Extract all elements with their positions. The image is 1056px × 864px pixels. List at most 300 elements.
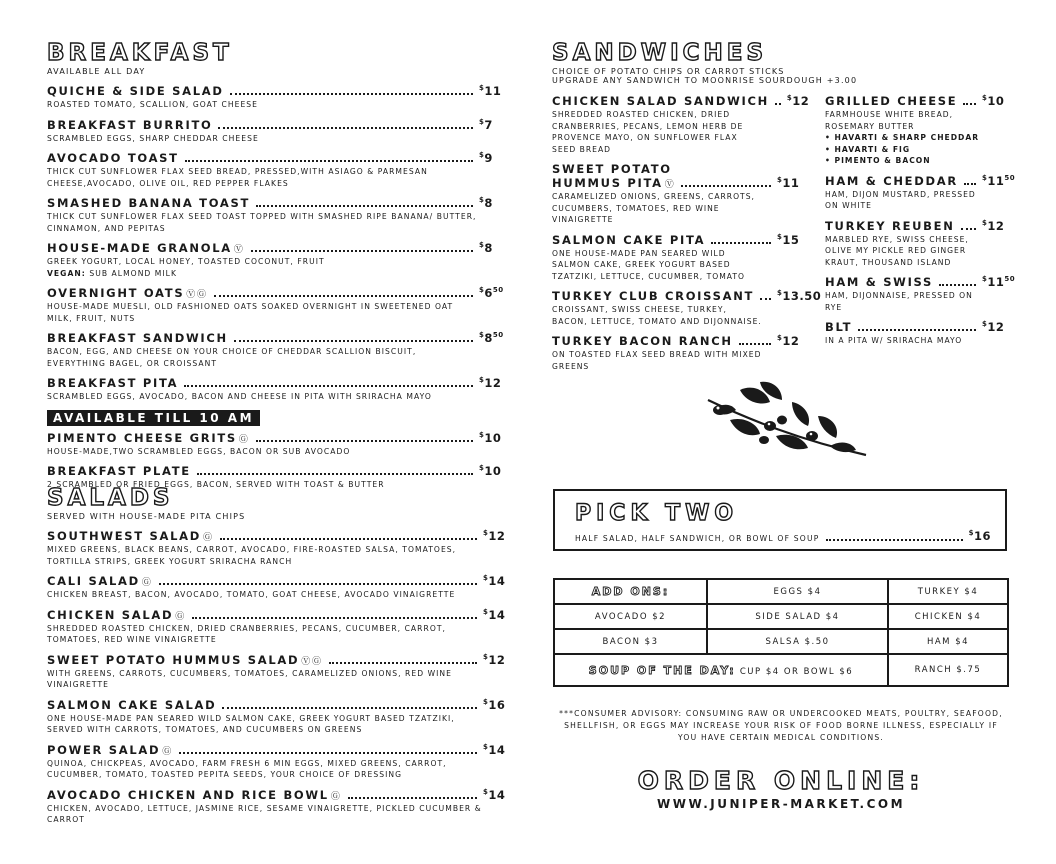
salad-items — [47, 529, 507, 826]
description-text: WITH GREENS, CARROTS, CUCUMBERS, TOMATOES, CARAMELIZED ONIONS, RED WINE VINAIGRETTE — [47, 668, 453, 689]
price-cents: 50 — [1004, 275, 1016, 284]
menu-item-name — [47, 331, 228, 345]
currency-symbol: $ — [479, 117, 485, 126]
menu-item-name-text: SMASHED BANANA TOAST — [47, 196, 250, 210]
description-text: GREEK YOGURT, LOCAL HONEY, TOASTED COCONUT, FRUIT — [47, 257, 325, 266]
menu-item-row — [552, 94, 810, 108]
menu-item-name — [47, 151, 179, 165]
menu-item — [47, 376, 507, 403]
price-value: 8 — [484, 331, 493, 345]
description-text: SHREDDED ROASTED CHICKEN, DRIED CRANBERRIES, PECANS, LEMON HERB DE PROVENCE MAYO, ON SUNFLOWER FLAX SEED BREAD — [552, 110, 744, 154]
menu-item-name — [825, 275, 933, 289]
menu-item-name — [47, 118, 212, 132]
menu-item-row — [47, 84, 507, 98]
price-value: 8 — [484, 241, 493, 255]
currency-symbol: $ — [479, 464, 485, 473]
menu-item-name-text: BREAKFAST SANDWICH — [47, 331, 228, 345]
menu-item-name-text: TURKEY CLUB CROISSANT — [552, 289, 755, 303]
menu-item — [47, 84, 507, 111]
menu-item-option: • HAVARTI & SHARP CHEDDAR — [825, 133, 980, 142]
menu-item — [47, 331, 507, 369]
menu-item-name — [552, 289, 754, 303]
breakfast-morning-items — [47, 431, 507, 491]
description-text: CARAMELIZED ONIONS, GREENS, CARROTS, CUCUMBERS, TOMATOES, RED WINE VINAIGRETTE — [552, 192, 755, 224]
menu-item-row — [47, 196, 507, 210]
menu-item-description — [47, 758, 487, 781]
menu-item-price — [479, 464, 507, 478]
description-text: 2 SCRAMBLED OR FRIED EGGS, BACON, SERVED WITH TOAST & BUTTER — [47, 480, 385, 489]
menu-item-row — [47, 788, 507, 802]
description-text: ONE HOUSE-MADE PAN SEARED WILD SALMON CAKE, GREEK YOGURT BASED TZATZIKI, LETTUCE, CUCUMBER, TOMATO — [552, 248, 746, 281]
menu-item-price — [982, 219, 1010, 233]
menu-item-name — [47, 574, 153, 588]
addons-header: ADD ONS: — [554, 579, 707, 604]
price-value: 16 — [488, 697, 506, 712]
menu-item-price — [479, 84, 507, 98]
menu-item — [825, 94, 1010, 167]
price-value: 12 — [782, 334, 800, 348]
description-text: ROASTED TOMATO, SCALLION, GOAT CHEESE — [47, 100, 259, 109]
menu-item-name — [552, 334, 733, 348]
addon-cell: AVOCADO $2 — [554, 604, 707, 629]
addon-cell: CHICKEN $4 — [888, 604, 1008, 629]
menu-item-name-text: BREAKFAST PITA — [47, 376, 179, 390]
menu-item-description — [47, 346, 477, 369]
breakfast-subtitle: AVAILABLE ALL DAY — [47, 67, 146, 76]
dot-leader — [197, 464, 473, 475]
description-text: THICK CUT SUNFLOWER FLAX SEED BREAD, PRESSED,WITH ASIAGO & PARMESAN CHEESE,AVOCADO, OLIVE OIL, RED PEPPER FLAKES — [47, 167, 428, 188]
menu-item-price — [483, 529, 507, 543]
menu-item-row — [47, 529, 507, 543]
menu-item-price — [479, 118, 507, 132]
menu-item-name — [825, 219, 955, 233]
menu-item-description — [47, 544, 487, 567]
currency-symbol: $ — [777, 232, 783, 241]
menu-item-description — [47, 301, 477, 324]
dot-leader — [775, 94, 781, 105]
dot-leader — [220, 529, 477, 540]
dot-leader — [681, 176, 771, 187]
sandwiches-title: SANDWICHES — [552, 40, 768, 66]
currency-symbol: $ — [479, 151, 485, 160]
pick-two-row — [575, 529, 991, 543]
dot-leader — [179, 743, 477, 754]
price-cents: 50 — [492, 331, 504, 340]
menu-item-description — [47, 713, 487, 736]
description-text: IN A PITA W/ SRIRACHA MAYO — [825, 336, 963, 345]
menu-item-name-text: OVERNIGHT OATS — [47, 286, 185, 300]
menu-item-description — [47, 99, 477, 111]
description-text: BACON, EGG, AND CHEESE ON YOUR CHOICE OF CHEDDAR SCALLION BISCUIT, EVERYTHING BAGEL, OR CROISSANT — [47, 347, 417, 368]
sandwiches-section — [552, 41, 1012, 85]
diet-icon: Ⓖ — [238, 434, 250, 445]
menu-item-name — [47, 84, 224, 98]
menu-item — [825, 275, 1016, 313]
price-value: 11 — [782, 176, 800, 190]
currency-symbol: $ — [982, 275, 988, 284]
menu-item-name-line: SWEET POTATO — [552, 162, 672, 176]
menu-item — [47, 286, 507, 324]
menu-item-price — [982, 320, 1010, 334]
menu-item — [825, 173, 1016, 212]
menu-item-name-text: TURKEY REUBEN — [825, 218, 955, 233]
breakfast-hours-banner: AVAILABLE TILL 10 AM — [47, 410, 260, 426]
currency-symbol: $ — [982, 320, 988, 329]
menu-item-name-text: AVOCADO TOAST — [47, 151, 179, 165]
menu-item-description — [47, 589, 487, 601]
addon-cell: HAM $4 — [888, 629, 1008, 654]
currency-symbol: $ — [483, 697, 489, 706]
currency-symbol: $ — [479, 376, 485, 385]
diet-icon: Ⓥ — [664, 180, 676, 190]
dot-leader — [230, 84, 473, 95]
description-text: MARBLED RYE, SWISS CHEESE, OLIVE MY PICKLE RED GINGER KRAUT, THOUSAND ISLAND — [825, 234, 969, 267]
diet-icon: Ⓖ — [175, 611, 186, 622]
menu-item-name — [552, 94, 769, 108]
menu-item-description — [47, 803, 487, 826]
dot-leader — [222, 698, 477, 709]
menu-item — [552, 162, 807, 226]
menu-item-description — [47, 391, 477, 403]
menu-item-row — [47, 653, 507, 667]
soup-of-the-day — [554, 654, 888, 686]
menu-item — [552, 233, 807, 283]
currency-symbol: $ — [786, 94, 793, 103]
diet-icon: Ⓖ — [330, 791, 342, 802]
menu-item — [47, 118, 507, 145]
menu-item-name-text: BLT — [825, 320, 853, 334]
menu-item-row — [47, 118, 507, 132]
dot-leader — [184, 376, 473, 387]
menu-item-price — [777, 233, 807, 247]
dot-leader — [234, 331, 473, 342]
menu-item-description — [825, 290, 990, 313]
diet-icon: ⓋⒼ — [186, 290, 208, 300]
menu-item-name — [47, 743, 173, 757]
order-online — [553, 766, 1009, 811]
menu-item — [47, 574, 507, 601]
dot-leader — [256, 431, 473, 442]
menu-item-name-text: BREAKFAST PLATE — [47, 464, 191, 478]
description-text: HAM, DIJONNAISE, PRESSED ON RYE — [825, 291, 973, 312]
menu-item-row — [47, 151, 507, 165]
price-value: 8 — [484, 196, 493, 210]
menu-item-name — [825, 94, 957, 108]
menu-item-name-text: PIMENTO CHEESE GRITS — [47, 430, 237, 445]
menu-item-price — [479, 431, 507, 445]
menu-item — [47, 151, 507, 189]
menu-item-row — [825, 275, 1016, 289]
menu-item-row — [825, 320, 1010, 334]
menu-item-row — [47, 574, 507, 588]
currency-symbol: $ — [483, 742, 489, 751]
menu-item-name — [47, 196, 250, 210]
menu-item-description — [552, 304, 762, 327]
menu-item-description — [47, 623, 487, 646]
menu-item-name — [47, 698, 216, 712]
description-text: ON TOASTED FLAX SEED BREAD WITH MIXED GREENS — [552, 350, 762, 371]
salads-subtitle: SERVED WITH HOUSE-MADE PITA CHIPS — [47, 512, 246, 521]
dot-leader — [192, 608, 477, 619]
menu-item-description — [552, 349, 762, 372]
order-online-title: ORDER ONLINE: — [637, 766, 925, 795]
dot-leader — [159, 574, 477, 585]
menu-item-description — [825, 109, 990, 132]
menu-item-description — [47, 166, 477, 189]
pick-two-title: PICK TWO — [575, 501, 739, 526]
price-value: 14 — [488, 787, 506, 802]
diet-icon: Ⓖ — [203, 533, 214, 543]
description-text: THICK CUT SUNFLOWER FLAX SEED TOAST TOPPED WITH SMASHED RIPE BANANA/ BUTTER, CINNAMON, AND PEPITAS — [47, 212, 477, 233]
dot-leader — [939, 275, 976, 286]
menu-item-price — [483, 698, 507, 712]
menu-item-name — [47, 431, 250, 445]
addons-table — [553, 578, 1009, 687]
dot-leader — [214, 286, 473, 297]
description-text: CHICKEN BREAST, BACON, AVOCADO, TOMATO, GOAT CHEESE, AVOCADO VINAIGRETTE — [47, 590, 456, 599]
currency-symbol: $ — [982, 218, 988, 227]
price-value: 15 — [782, 232, 800, 247]
menu-item-description — [552, 248, 762, 283]
currency-symbol: $ — [777, 334, 783, 343]
pick-two-description: HALF SALAD, HALF SANDWICH, OR BOWL OF SOUP — [575, 534, 820, 543]
menu-item-price — [982, 173, 1016, 188]
menu-item-price — [479, 196, 507, 210]
dot-leader — [218, 118, 473, 129]
menu-item — [47, 431, 507, 458]
description-text: CHICKEN, AVOCADO, LETTUCE, JASMINE RICE, SESAME VINAIGRETTE, PICKLED CUCUMBER & CARROT — [47, 803, 482, 824]
menu-item-name-text: BREAKFAST BURRITO — [47, 117, 213, 132]
menu-item-name — [47, 464, 191, 478]
menu-item-price — [479, 151, 507, 165]
menu-item-name — [552, 233, 705, 247]
menu-item-name-text: CHICKEN SALAD SANDWICH — [552, 94, 769, 108]
menu-item — [47, 529, 507, 567]
menu-item-option: • PIMENTO & BACON — [825, 156, 931, 165]
menu-item-price — [483, 608, 507, 622]
menu-item-price — [483, 574, 507, 588]
breakfast-section — [47, 41, 507, 491]
sandwiches-subtitle-1: CHOICE OF POTATO CHIPS OR CARROT STICKS — [552, 67, 785, 76]
menu-item-name — [47, 286, 208, 300]
menu-item-name — [47, 653, 323, 667]
price-value: 12 — [792, 94, 810, 108]
dot-leader — [329, 653, 477, 664]
currency-symbol: $ — [483, 607, 489, 616]
menu-item-name — [47, 788, 342, 802]
currency-symbol: $ — [777, 289, 783, 298]
menu-item-description — [47, 256, 477, 268]
price-value: 7 — [484, 117, 493, 132]
sandwiches-subtitle-2: UPGRADE ANY SANDWICH TO MOONRISE SOURDOUGH +3.00 — [552, 76, 858, 85]
menu-item — [552, 334, 807, 372]
menu-item-name-text: SALMON CAKE PITA — [552, 232, 706, 247]
currency-symbol: $ — [479, 84, 485, 93]
menu-item-price — [483, 788, 507, 802]
menu-item-price — [777, 176, 807, 190]
price-value: 14 — [488, 742, 506, 757]
currency-symbol: $ — [479, 286, 485, 295]
menu-item-price — [982, 94, 1010, 108]
menu-item-price — [777, 334, 807, 348]
price-value: 14 — [488, 607, 506, 622]
menu-item-name-text: GRILLED CHEESE — [825, 94, 958, 108]
price-value: 12 — [488, 652, 506, 667]
menu-item-row — [825, 219, 1010, 233]
menu-item-name — [47, 608, 186, 622]
dot-leader — [963, 94, 976, 105]
menu-item-name-text: TURKEY BACON RANCH — [552, 334, 733, 348]
menu-item-price — [483, 653, 507, 667]
description-text: HOUSE-MADE MUESLI, OLD FASHIONED OATS SOAKED OVERNIGHT IN SWEETENED OAT MILK, FRUIT, NUTS — [47, 302, 454, 323]
description-text: SCRAMBLED EGGS, AVOCADO, BACON AND CHEESE IN PITA WITH SRIRACHA MAYO — [47, 392, 432, 401]
menu-item-description — [552, 191, 762, 226]
menu-item-name — [47, 376, 178, 390]
menu-item-description — [825, 189, 990, 212]
price-value: 12 — [987, 320, 1005, 334]
addon-cell: SALSA $.50 — [707, 629, 888, 654]
menu-item-description — [47, 446, 477, 458]
dot-leader — [760, 289, 771, 300]
description-text: CROISSANT, SWISS CHEESE, TURKEY, BACON, LETTUCE, TOMATO AND DIJONNAISE. — [552, 305, 762, 326]
menu-item-description — [47, 133, 477, 145]
olive-branch-icon — [700, 380, 870, 462]
menu-item-row — [552, 233, 807, 247]
dot-leader — [961, 219, 976, 230]
menu-item — [47, 788, 507, 826]
menu-item-row — [47, 431, 507, 445]
menu-item-name — [47, 241, 245, 255]
diet-icon: ⓋⒼ — [301, 656, 323, 667]
price-value: 12 — [488, 529, 506, 543]
menu-item — [552, 94, 810, 155]
soup-prices: CUP $4 OR BOWL $6 — [735, 666, 854, 677]
description-text: ONE HOUSE-MADE PAN SEARED WILD SALMON CAKE, GREEK YOGURT BASED TZATZIKI, SERVED WITH CARROTS, TOMATOES, AND CUCUMBERS ON GREENS — [47, 713, 455, 734]
menu-item-row — [47, 241, 507, 255]
currency-symbol: $ — [479, 331, 485, 340]
consumer-advisory: ***CONSUMER ADVISORY: CONSUMING RAW OR UNDERCOOKED MEATS, POULTRY, SEAFOOD, SHELLFISH, OR EGGS MAY INCREASE YOUR RISK OF FOOD BORNE ILLNESS, ESPECIALLY IF YOU HAVE CERTAIN MEDICAL CONDITIONS. — [559, 709, 1003, 742]
addon-cell: EGGS $4 — [707, 579, 888, 604]
menu-item-price — [479, 331, 507, 345]
menu-item-description — [47, 668, 487, 691]
price-value: 12 — [484, 376, 502, 390]
menu-item-description — [47, 211, 477, 234]
menu-item — [47, 698, 507, 736]
price-value: 10 — [484, 430, 502, 445]
menu-item — [47, 653, 507, 691]
addon-cell: SIDE SALAD $4 — [707, 604, 888, 629]
menu-item-name-text: QUICHE & SIDE SALAD — [47, 84, 224, 98]
breakfast-items — [47, 84, 507, 403]
menu-item-name-text: SALMON CAKE SALAD — [47, 697, 217, 712]
sandwiches-left-column — [552, 86, 822, 372]
price-value: 10 — [987, 94, 1005, 108]
dot-leader — [251, 241, 473, 252]
currency-symbol: $ — [479, 241, 485, 250]
menu-item-row — [47, 286, 507, 300]
currency-symbol: $ — [982, 173, 988, 182]
order-online-link[interactable]: WWW.JUNIPER-MARKET.COM — [656, 797, 906, 811]
menu-item-name-text: AVOCADO CHICKEN AND RICE BOWL — [47, 787, 329, 802]
salads-section — [47, 486, 507, 826]
addon-cell: RANCH $.75 — [888, 654, 1008, 686]
price-value: 11 — [484, 84, 502, 98]
menu-item-name-text: SOUTHWEST SALAD — [47, 529, 201, 543]
note-label: VEGAN: — [47, 268, 86, 278]
pick-two-box — [553, 489, 1007, 551]
menu-item-row — [47, 698, 507, 712]
menu-item-price — [982, 275, 1016, 289]
currency-symbol: $ — [483, 529, 489, 538]
currency-symbol: $ — [483, 652, 489, 661]
menu-item-price — [479, 241, 507, 255]
currency-symbol: $ — [483, 574, 489, 583]
price-value: 13.50 — [782, 289, 822, 303]
dot-leader — [185, 151, 473, 162]
breakfast-title: BREAKFAST — [47, 40, 233, 66]
dot-leader — [739, 334, 771, 345]
menu-item-name — [825, 174, 958, 188]
price-value: 9 — [484, 151, 493, 165]
menu-item-price — [777, 289, 822, 303]
menu-item-row — [47, 331, 507, 345]
menu-item-name — [825, 320, 852, 334]
price-value: 10 — [484, 464, 502, 478]
menu-item-price — [483, 743, 507, 757]
description-text: HAM, DIJON MUSTARD, PRESSED ON WHITE — [825, 189, 976, 210]
dot-leader — [348, 788, 477, 799]
dot-leader — [858, 320, 976, 331]
currency-symbol: $ — [479, 430, 485, 439]
menu-item-note — [47, 268, 507, 280]
menu-item — [552, 289, 822, 327]
menu-item-name-text: HAM & CHEDDAR — [825, 173, 958, 188]
salads-title: SALADS — [47, 485, 174, 511]
menu-item-name-text: SWEET POTATO HUMMUS SALAD — [47, 652, 300, 667]
menu-item — [47, 743, 507, 781]
menu-item-row — [825, 94, 1010, 108]
price-value: 14 — [488, 574, 506, 588]
menu-item-name-text: HOUSE-MADE GRANOLA — [47, 241, 232, 255]
diet-icon: Ⓖ — [141, 578, 153, 588]
diet-icon: Ⓖ — [162, 746, 173, 757]
description-text: HOUSE-MADE,TWO SCRAMBLED EGGS, BACON OR SUB AVOCADO — [47, 446, 351, 456]
currency-symbol: $ — [479, 196, 485, 205]
price-cents: 50 — [492, 286, 504, 295]
soup-label: SOUP OF THE DAY: — [588, 663, 736, 677]
menu-item-description — [552, 109, 762, 155]
menu-item-description — [825, 335, 990, 347]
description-text: QUINOA, CHICKPEAS, AVOCADO, FARM FRESH 6 MIN EGGS, MIXED GREENS, CARROT, CUCUMBER, TOMATO, TOASTED PEPITA SEEDS, YOUR CHOICE OF DRESSING — [47, 758, 447, 779]
price-value: 6 — [484, 286, 493, 300]
description-text: FARMHOUSE WHITE BREAD, ROSEMARY BUTTER — [825, 110, 954, 131]
dot-leader — [964, 174, 976, 185]
addon-cell: BACON $3 — [554, 629, 707, 654]
menu-item-row — [47, 608, 507, 622]
menu-item — [47, 608, 507, 646]
currency-symbol: $ — [483, 787, 489, 796]
menu-item-name-text: CHICKEN SALAD — [47, 607, 174, 622]
menu-item-name-line: HUMMUS PITA — [552, 176, 663, 190]
price-value: 11 — [987, 275, 1005, 289]
menu-item-name-text: HAM & SWISS — [825, 275, 933, 289]
menu-item-row — [47, 743, 507, 757]
menu-item-row — [552, 289, 822, 303]
menu-item-name — [552, 162, 675, 190]
currency-symbol: $ — [982, 94, 988, 103]
note-text: SUB ALMOND MILK — [85, 268, 177, 278]
menu-item-row — [47, 376, 507, 390]
